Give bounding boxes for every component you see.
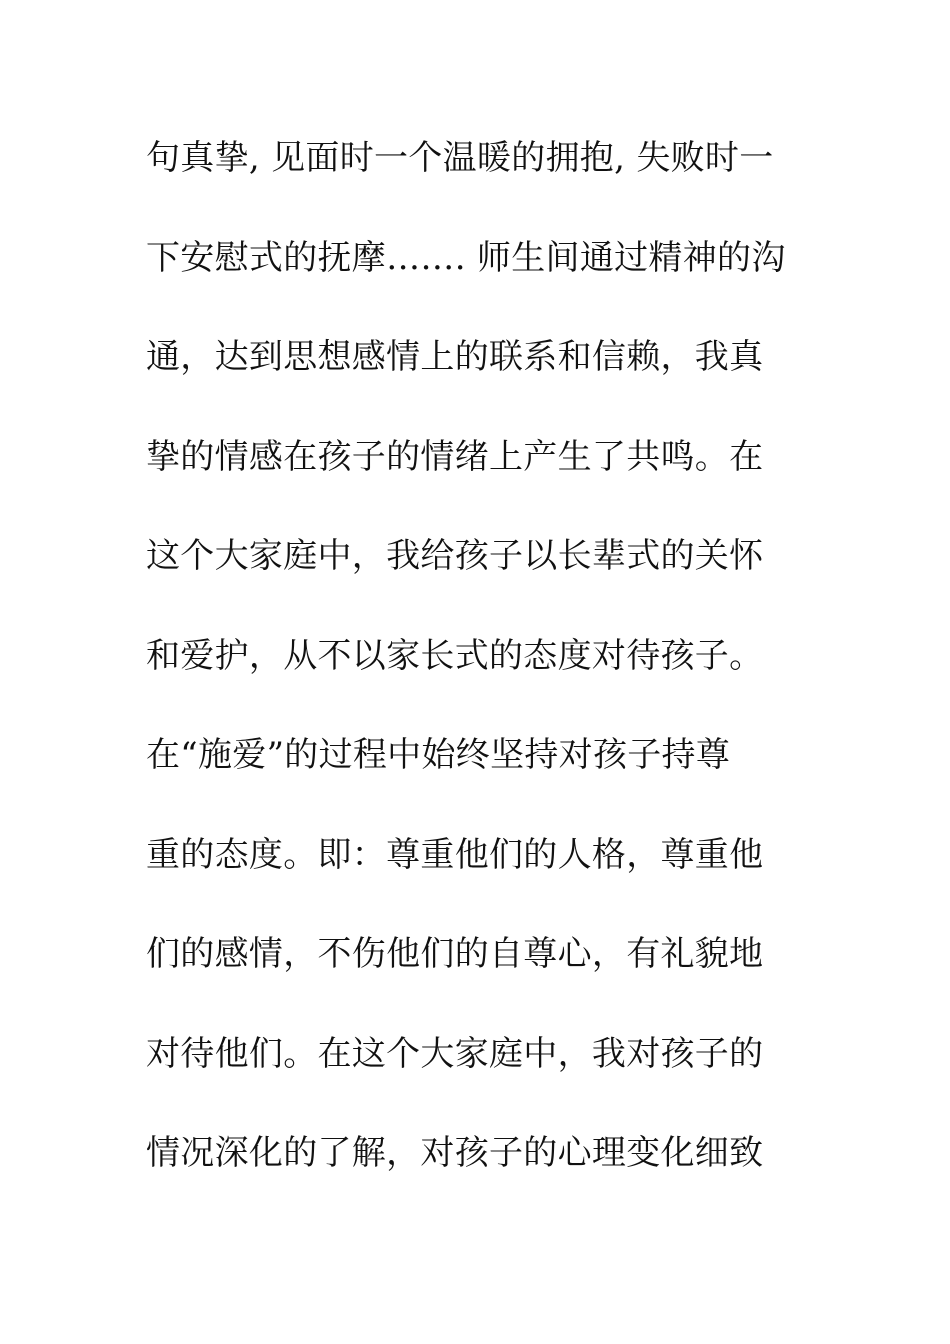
text-line: 重的态度。即：尊重他们的人格，尊重他 <box>146 834 764 875</box>
text-line: 情况深化的了解，对孩子的心理变化细致 <box>146 1133 764 1173</box>
text-line: 通，达到思想感情上的联系和信赖，我真 <box>146 337 764 377</box>
text-line: 们的感情，不伤他们的自尊心，有礼貌地 <box>146 934 764 974</box>
text-line: 挚的情感在孩子的情绪上产生了共鸣。在 <box>146 436 764 477</box>
text-line: 下安慰式的抚摩……. 师生间通过精神的沟 <box>146 237 786 278</box>
text-line: 在“施爱”的过程中始终坚持对孩子持尊 <box>146 735 731 775</box>
text-line: 句真挚, 见面时一个温暖的拥抱, 失败时一 <box>146 138 774 178</box>
text-line: 这个大家庭中，我给孩子以长辈式的关怀 <box>146 536 764 576</box>
text-line: 对待他们。在这个大家庭中，我对孩子的 <box>146 1033 764 1074</box>
body-text <box>146 128 806 1223</box>
text-line: 和爱护，从不以家长式的态度对待孩子。 <box>146 635 764 676</box>
